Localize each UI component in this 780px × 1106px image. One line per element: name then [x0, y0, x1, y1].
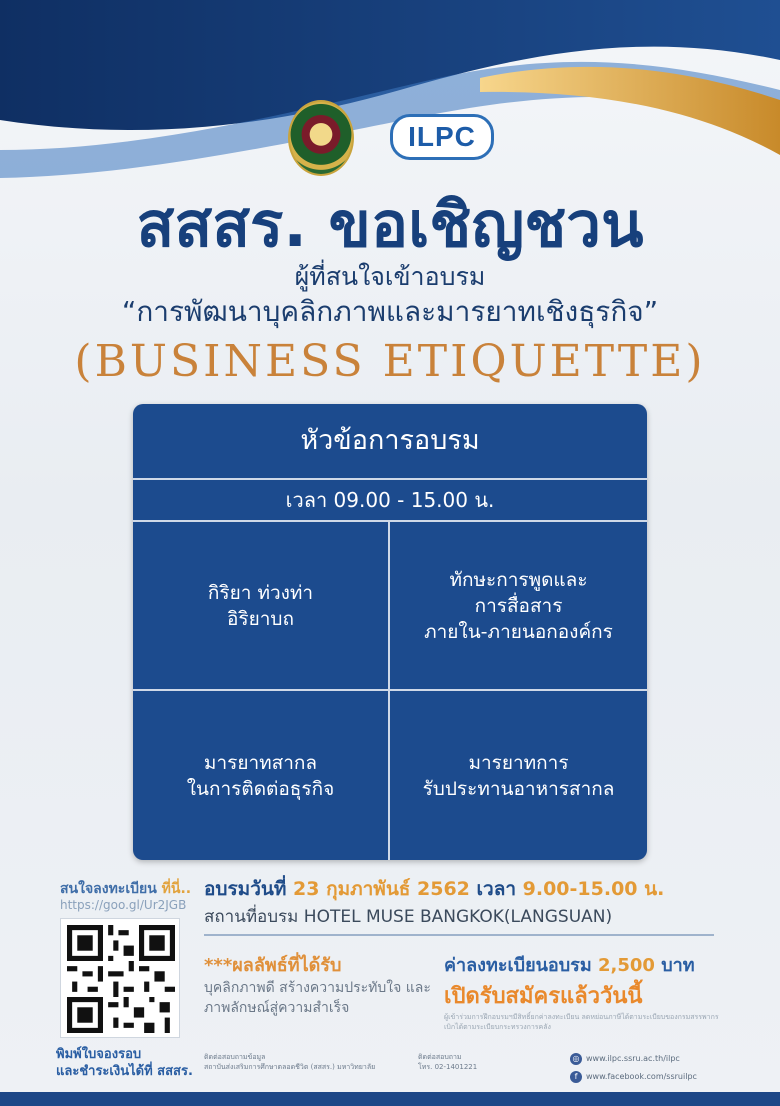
- ilpc-logo: ILPC: [390, 114, 494, 160]
- globe-icon: ◎: [570, 1053, 582, 1065]
- facebook-link[interactable]: [570, 1068, 697, 1086]
- qr-code-image: [67, 925, 175, 1033]
- footer-social: [570, 1050, 697, 1086]
- footer-org: [204, 1052, 404, 1072]
- fee-fine-print: ผู้เข้าร่วมการฝึกอบรมฯมีสิทธิ์ยกค่าลงทะเบียน ลดหย่อนภาษีได้ตามระเบียบของกรมสรรพากร เบิกได้ตามระเบียบกระทรวงการคลัง: [444, 1013, 719, 1031]
- topic-cell: ทักษะการพูดและ การสื่อสาร ภายใน-ภายนอกองค์กร: [390, 522, 647, 691]
- facebook-icon: f: [570, 1071, 582, 1083]
- course-name: “การพัฒนาบุคลิกภาพและมารยาทเชิงธุรกิจ”: [121, 295, 659, 328]
- poster-title: สสสร. ขอเชิญชวน: [136, 188, 644, 261]
- fee-unit: บาท: [661, 955, 695, 976]
- footer-org-label: ติดต่อสอบถามข้อมูล: [204, 1053, 266, 1061]
- bottom-band: [0, 1092, 780, 1106]
- topic-cell: มารยาทการ รับประทานอาหารสากล: [422, 751, 615, 800]
- web-link-text: www.ilpc.ssru.ac.th/ilpc: [586, 1054, 680, 1063]
- topics-panel: [133, 404, 647, 860]
- open-registration: เปิดรับสมัครแล้ววันนี้: [444, 984, 643, 1009]
- topics-grid: [133, 522, 647, 860]
- registration-label: [60, 878, 191, 900]
- course-name-english: (BUSINESS ETIQUETTE): [74, 336, 706, 387]
- registration-note-line1: พิมพ์ใบจองรอบ: [56, 1047, 142, 1062]
- topics-time: เวลา 09.00 - 15.00 น.: [133, 480, 647, 522]
- registration-fee: [444, 950, 695, 979]
- footer-contact-label: ติดต่อสอบถาม: [418, 1053, 462, 1061]
- fee-amount: 2,500: [597, 955, 655, 976]
- time-value: 9.00-15.00 น.: [522, 878, 665, 900]
- event-venue: สถานที่อบรม HOTEL MUSE BANGKOK(LANGSUAN): [204, 907, 613, 927]
- registration-label-highlight: ที่นี่..: [161, 881, 192, 897]
- topic-cell: มารยาทสากล ในการติดต่อธุรกิจ: [133, 691, 390, 860]
- benefits-text: บุคลิกภาพดี สร้างความประทับใจ และภาพลักษณ์สู่ความสำเร็จ: [204, 980, 431, 1016]
- facebook-link-text: www.facebook.com/ssruilpc: [586, 1072, 697, 1081]
- poster-subtitle: ผู้ที่สนใจเข้าอบรม: [294, 262, 486, 291]
- topic-cell: กิริยา ท่วงท่า อิริยาบถ: [133, 522, 390, 691]
- registration-note: [56, 1046, 206, 1080]
- benefits-title: ***ผลลัพธ์ที่ได้รับ: [204, 955, 342, 976]
- date-prefix: อบรมวันที่: [204, 878, 287, 900]
- fee-prefix: ค่าลงทะเบียนอบรม: [444, 955, 592, 976]
- divider: [204, 934, 714, 936]
- topics-heading: หัวข้อการอบรม: [133, 404, 647, 480]
- registration-note-line2: และชำระเงินได้ที่ สสสร.: [56, 1064, 193, 1079]
- university-seal-logo: [288, 100, 354, 176]
- web-link[interactable]: [570, 1050, 697, 1068]
- registration-url[interactable]: https://goo.gl/Ur2JGB: [60, 898, 187, 912]
- time-prefix: เวลา: [476, 878, 517, 900]
- footer-contact: [418, 1052, 558, 1072]
- registration-label-text: สนใจลงทะเบียน: [60, 881, 157, 897]
- footer-org-text: สถาบันส่งเสริมการศึกษาตลอดชีวิต (สสสร.) มหาวิทยาลัย: [204, 1063, 376, 1071]
- footer-phone: โทร. 02-1401221: [418, 1063, 478, 1071]
- logo-row: [0, 100, 780, 180]
- event-date: [204, 874, 664, 904]
- registration-qr-code[interactable]: [60, 918, 180, 1038]
- date-value: 23 กุมภาพันธ์ 2562: [293, 878, 470, 900]
